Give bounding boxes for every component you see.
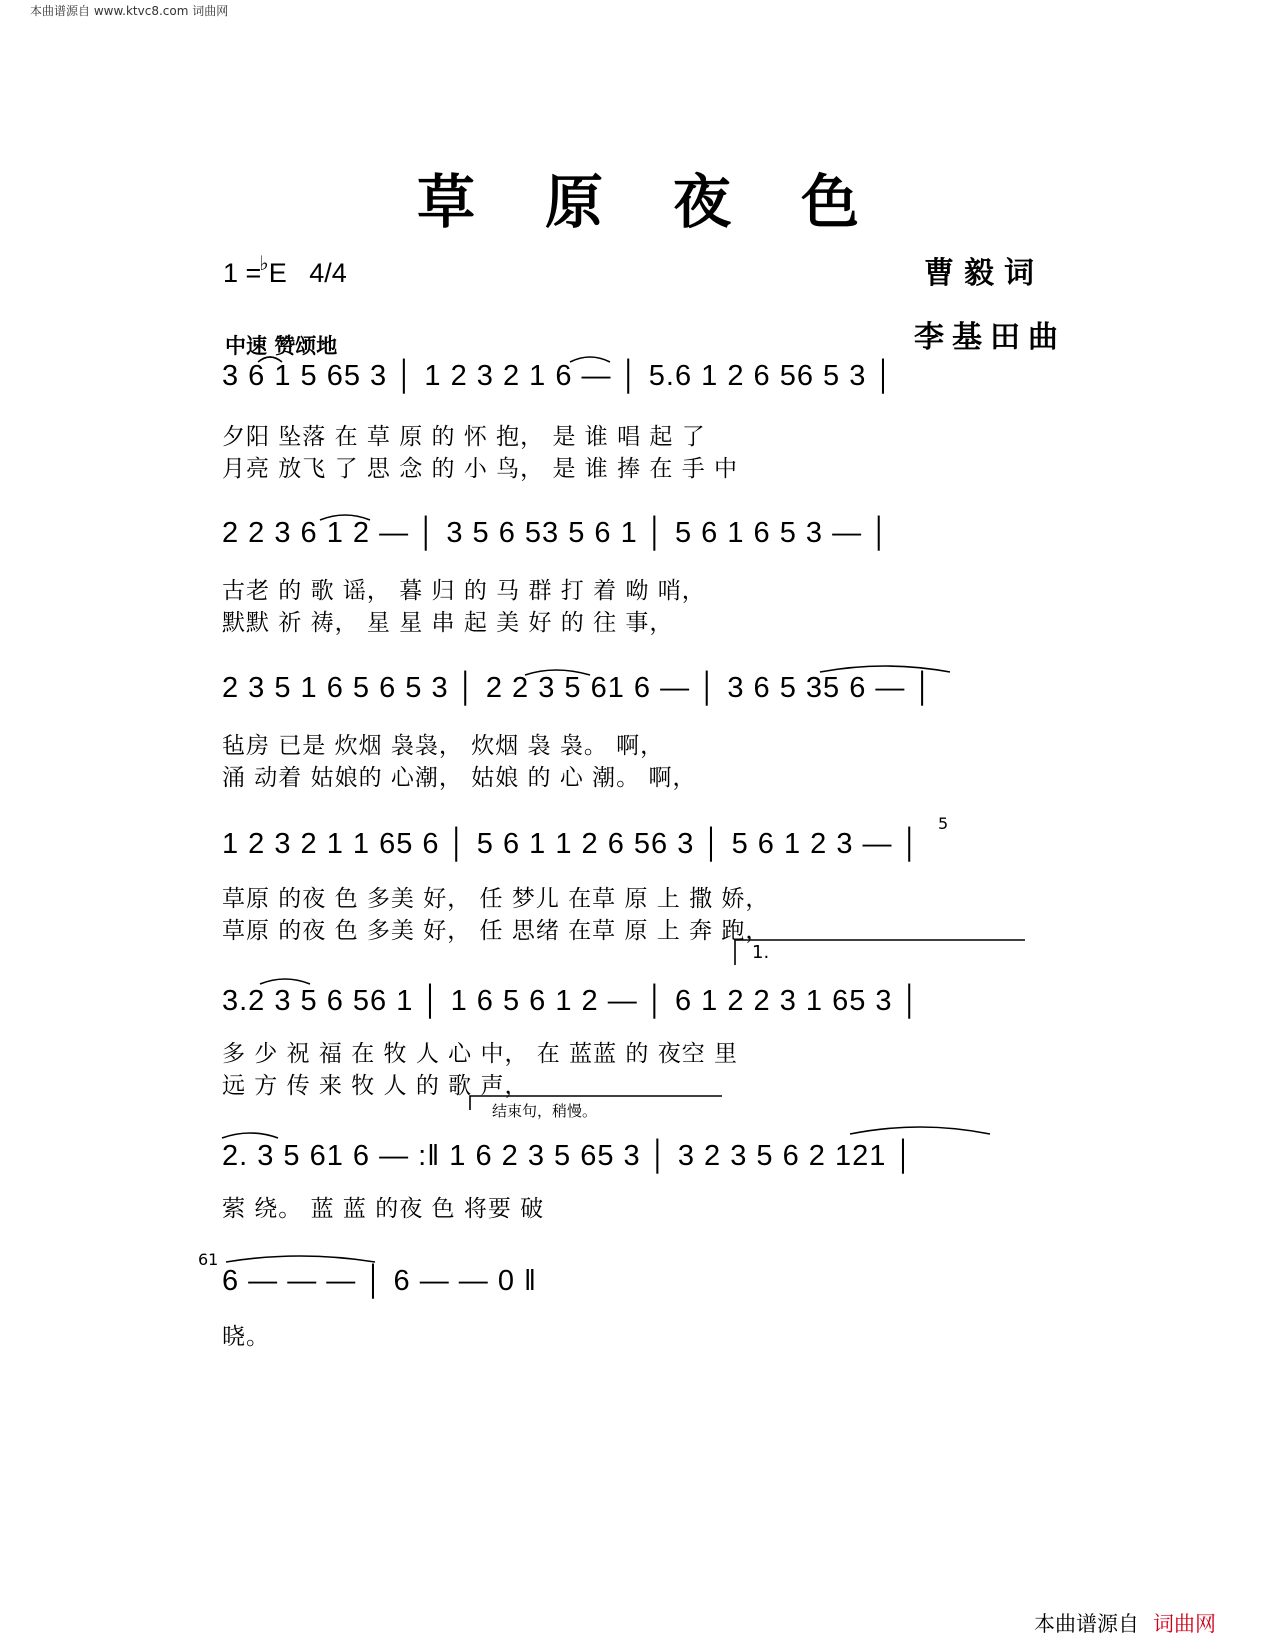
tempo-marking: 中速 赞颂地 bbox=[225, 334, 338, 358]
lyrics-verse2-line-2: 默默 祈 祷， 星 星 串 起 美 好 的 往 事， bbox=[222, 610, 674, 636]
slur bbox=[226, 1256, 375, 1262]
composer-credit: 李基田曲 bbox=[914, 320, 1066, 355]
watermark-bottom bbox=[1034, 1608, 1216, 1638]
lyrics-verse1-line-1: 夕阳 坠落 在 草 原 的 怀 抱， 是 谁 唱 起 了 bbox=[222, 424, 706, 450]
lyricist-credit: 曹毅词 bbox=[924, 256, 1044, 291]
slur bbox=[525, 670, 590, 675]
lyrics-line-6: 萦 绕。 蓝 蓝 的夜 色 将要 破 bbox=[222, 1196, 545, 1222]
slur bbox=[258, 357, 282, 362]
watermark-brand: 词曲网 bbox=[1153, 1612, 1216, 1636]
grace-note-7: 61 bbox=[198, 1250, 219, 1269]
melody-line-3: 2 3 5 1 6 5 6 5 3 │ 2 2 3 5 61 6 — │ 3 6 5 35 6 — │ bbox=[222, 672, 934, 704]
slur bbox=[820, 666, 950, 672]
ending-note: 结束句，稍慢。 bbox=[492, 1102, 598, 1120]
watermark-top: 本曲谱源自 www.ktvc8.com 词曲网 bbox=[30, 4, 229, 18]
grace-note-4: 5 bbox=[938, 814, 949, 833]
melody-line-1: 3 6 1 5 65 3 │ 1 2 3 2 1 6 — │ 5.6 1 2 6 56 5 3 │ bbox=[222, 360, 895, 392]
lyrics-verse2-line-4: 草原 的夜 色 多美 好， 任 思绪 在草 原 上 奔 跑， bbox=[222, 918, 770, 944]
watermark-site: 本曲谱源自 bbox=[1034, 1612, 1139, 1636]
melody-line-6: 2. 3 5 61 6 — :‖ 1 6 2 3 5 65 3 │ 3 2 3 5 6 2 121 │ bbox=[222, 1140, 915, 1172]
slur bbox=[260, 979, 310, 984]
lyrics-verse1-line-2: 古老 的 歌 谣， 暮 归 的 马 群 打 着 呦 哨， bbox=[222, 578, 706, 604]
lyrics-verse2-line-1: 月亮 放飞 了 思 念 的 小 鸟， 是 谁 捧 在 手 中 bbox=[222, 456, 739, 482]
time-signature: 4/4 bbox=[309, 258, 347, 288]
flat-sign: ♭ bbox=[259, 253, 269, 275]
lyrics-verse2-line-3: 涌 动着 姑娘的 心潮， 姑娘 的 心 潮。 啊， bbox=[222, 765, 697, 791]
lyrics-line-7: 晓。 bbox=[222, 1324, 270, 1350]
melody-line-2: 2 2 3 6 1 2 — │ 3 5 6 53 5 6 1 │ 5 6 1 6 5 3 — │ bbox=[222, 517, 891, 549]
volta-bracket bbox=[470, 1096, 722, 1110]
melody-line-4: 1 2 3 2 1 1 65 6 │ 5 6 1 1 2 6 56 3 │ 5 6 1 2 3 — │ bbox=[222, 828, 921, 860]
slur bbox=[222, 1133, 278, 1138]
slur bbox=[570, 357, 610, 362]
key-note: E bbox=[268, 258, 287, 288]
lyrics-verse1-line-5: 多 少 祝 福 在 牧 人 心 中， 在 蓝蓝 的 夜空 里 bbox=[222, 1041, 739, 1067]
lyrics-verse2-line-5: 远 方 传 来 牧 人 的 歌 声， bbox=[222, 1073, 529, 1099]
key-prefix: 1 = bbox=[223, 258, 262, 288]
melody-line-5: 3.2 3 5 6 56 1 │ 1 6 5 6 1 2 — │ 6 1 2 2 3 1 65 3 │ bbox=[222, 985, 921, 1017]
slur bbox=[850, 1127, 990, 1134]
slur bbox=[320, 515, 370, 520]
song-title: 草原夜色 bbox=[416, 168, 929, 236]
lyrics-verse1-line-4: 草原 的夜 色 多美 好， 任 梦儿 在草 原 上 撒 娇， bbox=[222, 886, 770, 912]
volta-bracket bbox=[735, 940, 1025, 965]
melody-line-7: 6 — — — │ 6 — — 0 ‖ bbox=[222, 1265, 538, 1297]
first-ending-label: 1. bbox=[752, 942, 770, 963]
lyrics-verse1-line-3: 毡房 已是 炊烟 袅袅， 炊烟 袅 袅。 啊， bbox=[222, 733, 665, 759]
